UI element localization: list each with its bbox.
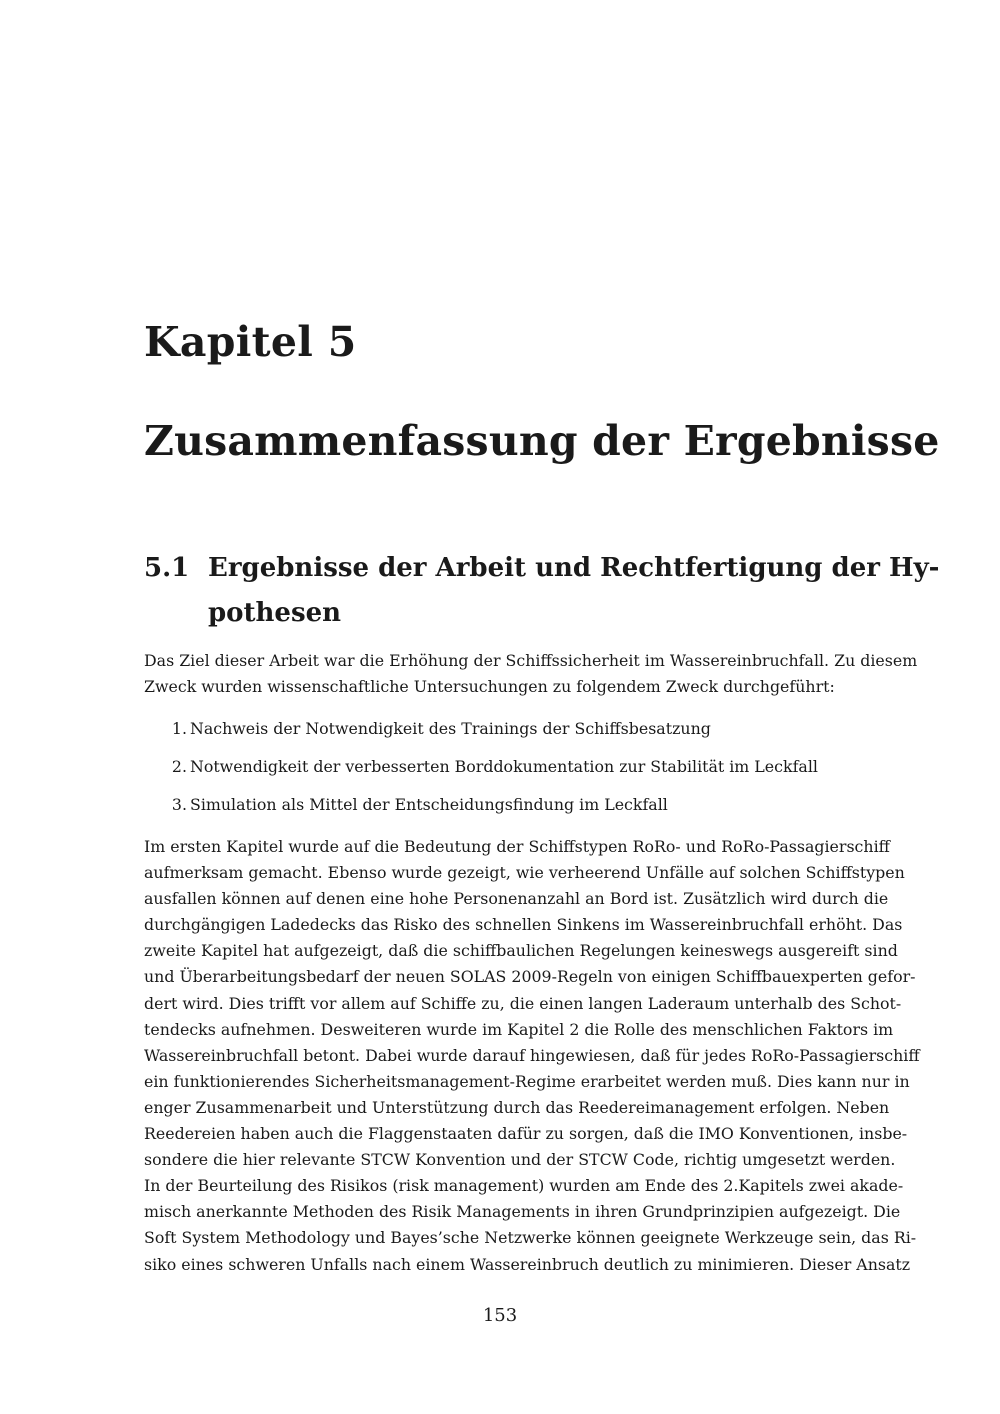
body-line: Im ersten Kapitel wurde auf die Bedeutung der Schiffstypen RoRo- und RoRo-Passagierschiff [144, 837, 890, 856]
list-item [144, 792, 668, 818]
chapter-title: Zusammenfassung der Ergebnisse [144, 417, 940, 465]
body-line: Reedereien haben auch die Flaggenstaaten dafür zu sorgen, daß die IMO Konventionen, insbe- [144, 1124, 908, 1144]
intro-line: Zweck wurden wissenschaftliche Untersuchungen zu folgendem Zweck durchgeführt: [144, 677, 835, 696]
body-line: Wassereinbruchfall betont. Dabei wurde darauf hingewiesen, daß für jedes RoRo-Passagierschiff [144, 1045, 920, 1065]
body-line: ein funktionierendes Sicherheitsmanagement-Regime erarbeitet werden muß. Dies kann nur in [144, 1071, 910, 1091]
list-item [144, 754, 818, 780]
body-line: dert wird. Dies trifft vor allem auf Schiffe zu, die einen langen Laderaum unterhalb des Schot- [144, 993, 902, 1013]
body-line: Soft System Methodology und Bayes’sche Netzwerke können geeignete Werkzeuge sein, das Ri- [144, 1228, 917, 1248]
section-number: 5.1 [144, 553, 190, 583]
list-item-text: Simulation als Mittel der Entscheidungsfindung im Leckfall [190, 795, 668, 814]
body-line: zweite Kapitel hat aufgezeigt, daß die schiffbaulichen Regelungen keineswegs ausgereift sind [144, 941, 898, 961]
body-line: und Überarbeitungsbedarf der neuen SOLAS 2009-Regeln von einigen Schiffbauexperten gefor- [144, 967, 916, 987]
list-item-text: Notwendigkeit der verbesserten Borddokumentation zur Stabilität im Leckfall [190, 757, 818, 776]
chapter-label: Kapitel 5 [144, 318, 357, 366]
list-item-text: Nachweis der Notwendigkeit des Trainings der Schiffsbesatzung [190, 719, 711, 738]
page-number: 153 [482, 1305, 518, 1326]
list-item-number: 1. [171, 719, 187, 738]
intro-paragraph [144, 648, 918, 700]
body-line: durchgängigen Ladedecks das Risko des schnellen Sinkens im Wassereinbruchfall erhöht. Das [144, 915, 903, 935]
section-title-line-1: Ergebnisse der Arbeit und Rechtfertigung der Hy- [208, 553, 940, 583]
body-line: sondere die hier relevante STCW Konvention und der STCW Code, richtig umgesetzt werden. [144, 1150, 896, 1170]
body-line: In der Beurteilung des Risikos (risk management) wurden am Ende des 2.Kapitels zwei akade- [144, 1176, 904, 1196]
list-item-number: 2. [171, 757, 187, 776]
list-item [144, 716, 711, 742]
body-line: enger Zusammenarbeit und Unterstützung durch das Reedereimanagement erfolgen. Neben [144, 1097, 890, 1117]
body-line: tendecks aufnehmen. Desweiteren wurde im Kapitel 2 die Rolle des menschlichen Faktors im [144, 1019, 894, 1039]
body-line: ausfallen können auf denen eine hohe Personenanzahl an Bord ist. Zusätzlich wird durch die [144, 889, 889, 909]
body-line: aufmerksam gemacht. Ebenso wurde gezeigt, wie verheerend Unfälle auf solchen Schiffstypen [144, 863, 905, 883]
body-line: misch anerkannte Methoden des Risik Managements in ihren Grundprinzipien aufgezeigt. Die [144, 1202, 901, 1222]
section-title-line-2: pothesen [208, 598, 342, 628]
intro-line: Das Ziel dieser Arbeit war die Erhöhung der Schiffssicherheit im Wassereinbruchfall. Zu diesem [144, 651, 918, 670]
body-line: siko eines schweren Unfalls nach einem Wassereinbruch deutlich zu minimieren. Dieser Ansatz [144, 1254, 911, 1274]
body-paragraph [144, 834, 920, 1278]
list-item-number: 3. [171, 795, 187, 814]
